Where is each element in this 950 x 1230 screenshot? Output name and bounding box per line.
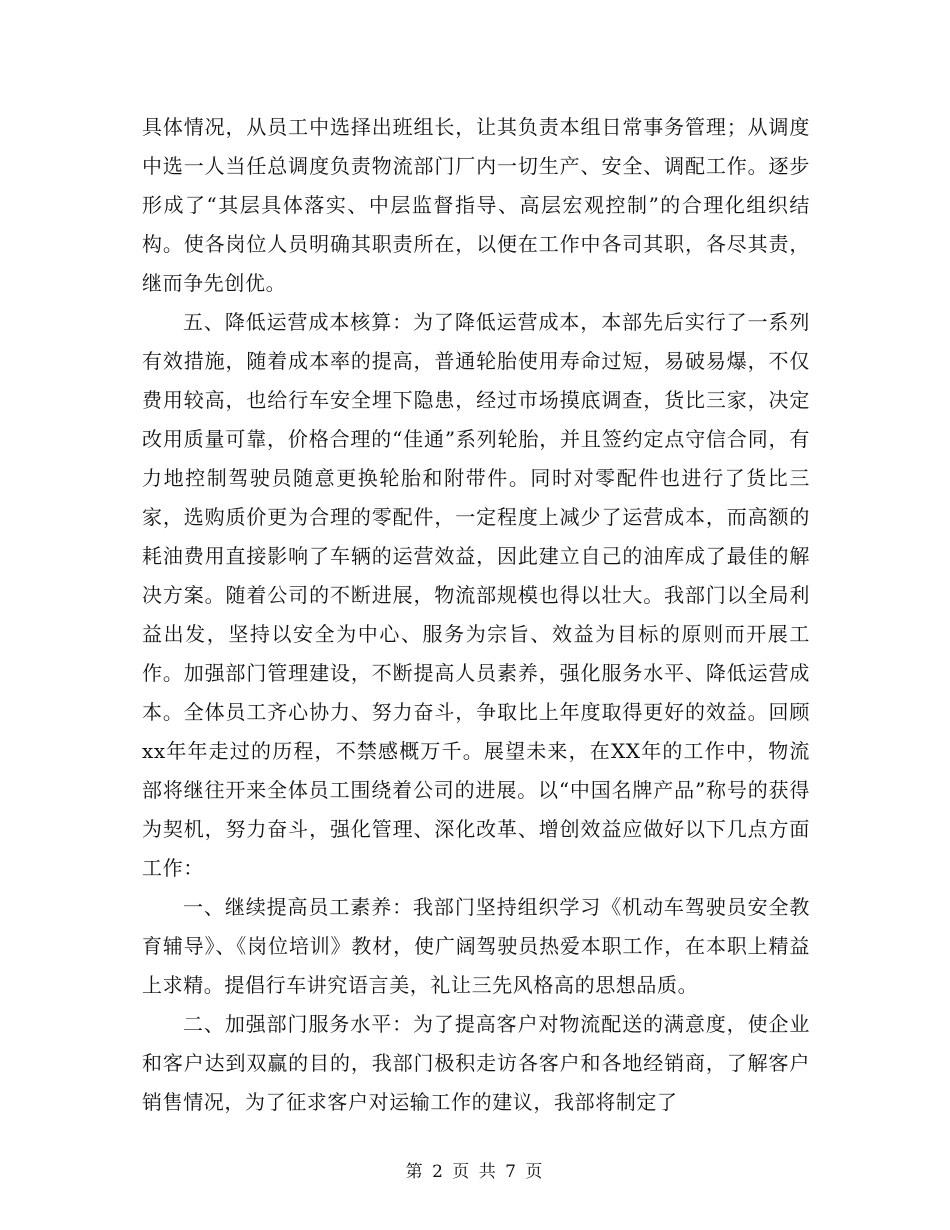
paragraph-3: 一、继续提高员工素养：我部门坚持组织学习《机动车驾驶员安全教育辅导》、《岗位培训》教材，使广阔驾驶员热爱本职工作，在本职上精益上求精。提倡行车讲究语言美，礼让三先风格高的思想品质。 — [142, 895, 810, 997]
page-number-footer: 第 2 页 共 7 页 — [405, 1162, 545, 1182]
paragraph-2: 五、降低运营成本核算：为了降低运营成本，本部先后实行了一系列有效措施，随着成本率的提高，普通轮胎使用寿命过短，易破易爆，不仅费用较高，也给行车安全埋下隐患，经过市场摸底调查，货比三家，决定改用质量可靠，价格合理的“佳通”系列轮胎，并且签约定点守信合同，有力地控制驾驶员随意更换轮胎和附带件。同时对零配件也进行了货比三家，选购质价更为合理的零配件，一定程度上减少了运营成本，而高额的耗油费用直接影响了车辆的运营效益，因此建立自己的油库成了最佳的解决方案。随着公司的不断进展，物流部规模也得以壮大。我部门以全局利益出发，坚持以安全为中心、服务为宗旨、效益为目标的原则而开展工作。加强部门管理建设，不断提高人员素养，强化服务水平、降低运营成本。全体员工齐心协力、努力奋斗，争取比上年度取得更好的效益。回顾xx年年走过的历程，不禁感概万千。展望未来，在XX年的工作中，物流部将继往开来全体员工围绕着公司的进展。以“中国名牌产品”称号的获得为契机，努力奋斗，强化管理、深化改革、增创效益应做好以下几点方面工作： — [142, 310, 810, 880]
paragraph-1: 具体情况，从员工中选择出班组长，让其负责本组日常事务管理；从调度中选一人当任总调度负责物流部门厂内一切生产、安全、调配工作。逐步形成了“其层具体落实、中层监督指导、高层宏观控制”的合理化组织结构。使各岗位人员明确其职责所在，以便在工作中各司其职，各尽其责，继而争先创优。 — [142, 115, 810, 295]
document-body — [142, 108, 810, 1122]
paragraph-4: 二、加强部门服务水平：为了提高客户对物流配送的满意度，使企业和客户达到双赢的目的，我部门极积走访各客户和各地经销商，了解客户销售情况，为了征求客户对运输工作的建议，我部将制定了 — [142, 1012, 810, 1114]
